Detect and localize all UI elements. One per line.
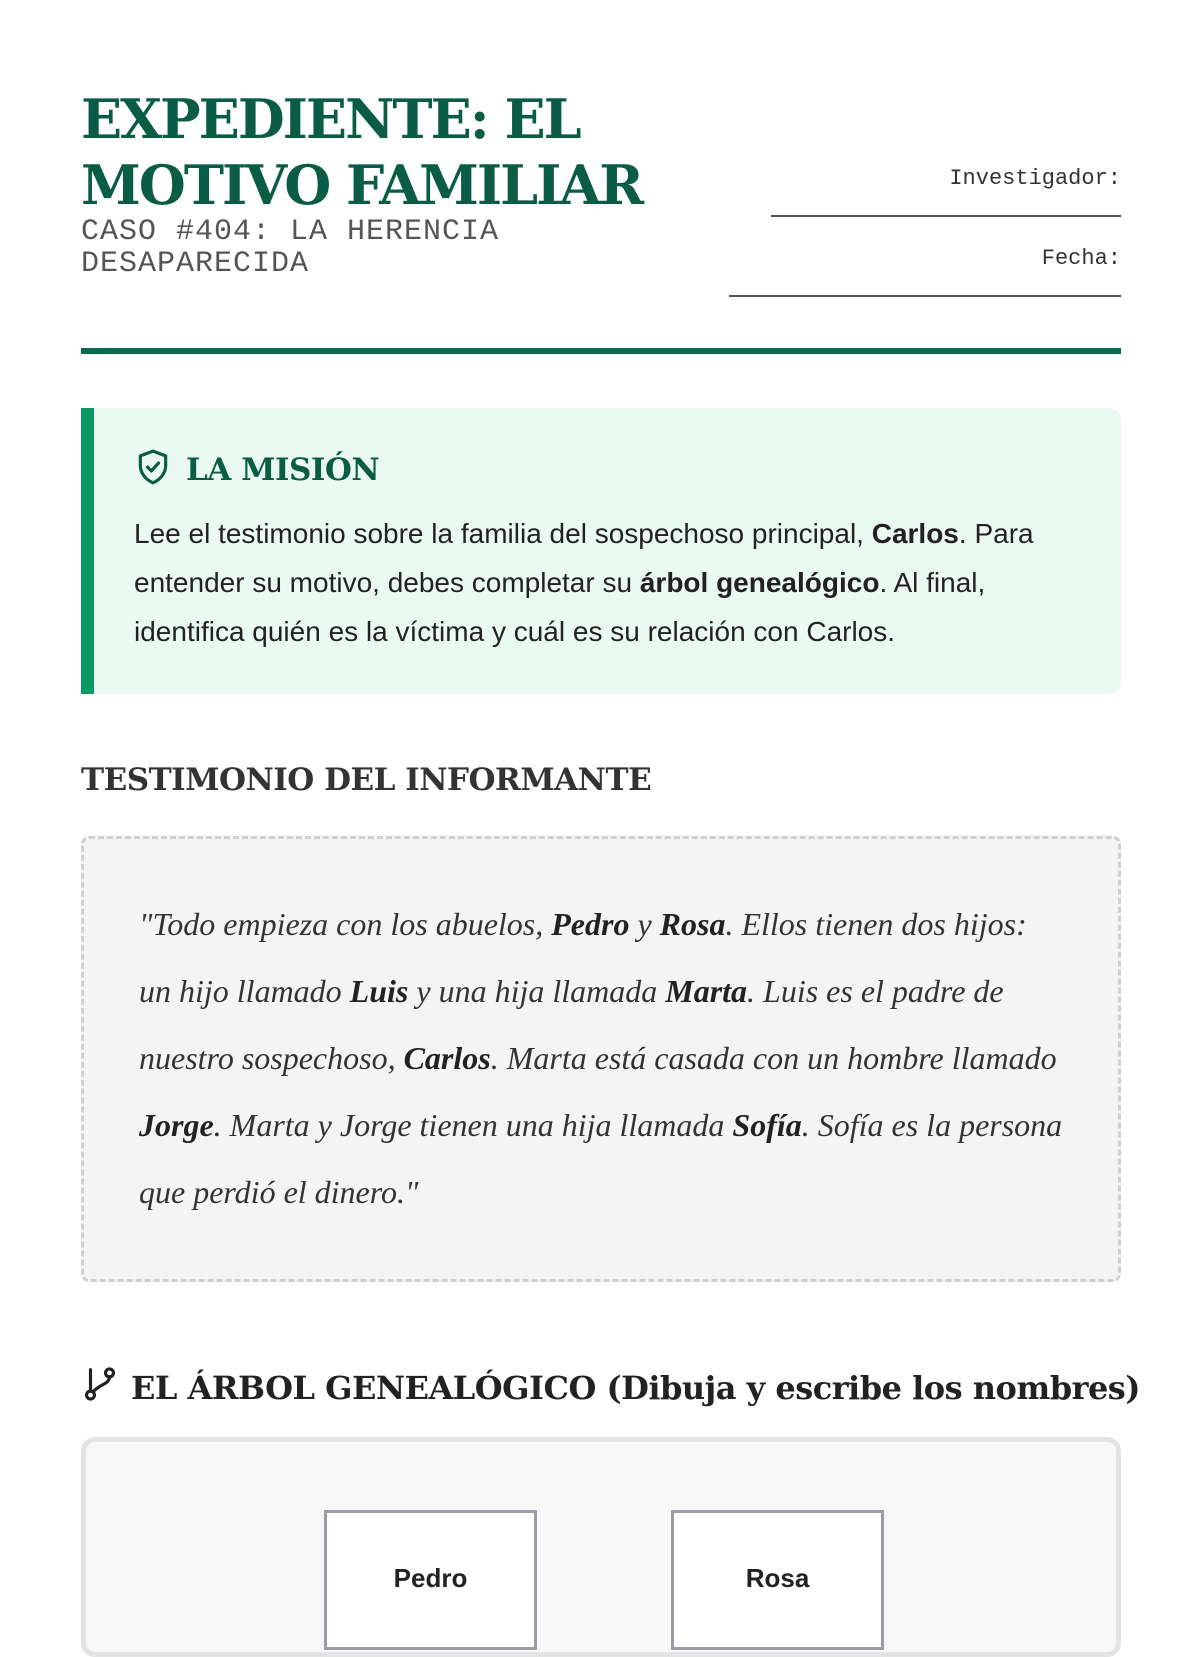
testimony-part: . Sofía es la persona que perdió el dinero." bbox=[139, 1107, 1063, 1210]
investigator-label: Investigador: bbox=[949, 166, 1121, 191]
testimony-text bbox=[139, 891, 1063, 1226]
mission-title: LA MISIÓN bbox=[186, 451, 380, 488]
name-sofia: Sofía bbox=[732, 1107, 802, 1143]
testimony-part: . Luis es el padre de nuestro sospechoso, bbox=[139, 973, 1004, 1076]
mission-heading bbox=[134, 448, 1081, 491]
investigator-input-line[interactable] bbox=[771, 191, 1121, 217]
tree-node-rosa[interactable]: Rosa bbox=[671, 1510, 884, 1650]
testimony-part: "Todo empieza con los abuelos, bbox=[139, 906, 552, 942]
shield-check-icon bbox=[134, 448, 172, 491]
testimony-section-title: TESTIMONIO DEL INFORMANTE bbox=[81, 762, 652, 798]
testimony-box bbox=[81, 836, 1121, 1282]
testimony-part: . Marta está casada con un hombre llamado bbox=[490, 1040, 1057, 1076]
name-luis: Luis bbox=[349, 973, 409, 1009]
meta-fields bbox=[701, 166, 1121, 326]
testimony-part: . Ellos tienen dos hijos: un hijo llamado bbox=[139, 906, 1027, 1009]
date-input-line[interactable] bbox=[729, 271, 1121, 297]
name-rosa: Rosa bbox=[659, 906, 726, 942]
mission-text bbox=[134, 509, 1081, 656]
name-marta: Marta bbox=[665, 973, 748, 1009]
mission-text-part: . Al final, identifica quién es la víctima y cuál es su relación con Carlos. bbox=[134, 567, 986, 647]
tree-node-pedro[interactable]: Pedro bbox=[324, 1510, 537, 1650]
mission-text-part: . Para entender su motivo, debes completar su bbox=[134, 518, 1034, 598]
page-title: EXPEDIENTE: EL MOTIVO FAMILIAR bbox=[81, 87, 643, 217]
testimony-part: . Marta y Jorge tienen una hija llamada bbox=[213, 1107, 733, 1143]
document-header bbox=[81, 86, 1121, 356]
name-jorge: Jorge bbox=[139, 1107, 214, 1143]
git-branch-icon bbox=[81, 1365, 119, 1411]
mission-bold-tree: árbol genealógico bbox=[639, 567, 880, 598]
name-carlos: Carlos bbox=[403, 1040, 491, 1076]
testimony-part: y una hija llamada bbox=[408, 973, 666, 1009]
testimony-part: y bbox=[629, 906, 660, 942]
date-label: Fecha: bbox=[1041, 246, 1121, 271]
tree-title-text: EL ÁRBOL GENEALÓGICO (Dibuja y escribe los nombres) bbox=[131, 1369, 1140, 1407]
tree-section-title bbox=[81, 1365, 1140, 1411]
name-pedro: Pedro bbox=[551, 906, 630, 942]
header-divider bbox=[81, 348, 1121, 354]
mission-box bbox=[81, 408, 1121, 694]
family-tree-area[interactable] bbox=[81, 1437, 1121, 1657]
mission-bold-suspect: Carlos bbox=[871, 518, 959, 549]
case-subtitle: CASO #404: LA HERENCIA DESAPARECIDA bbox=[81, 215, 500, 281]
mission-text-part: Lee el testimonio sobre la familia del sospechoso principal, bbox=[134, 518, 872, 549]
